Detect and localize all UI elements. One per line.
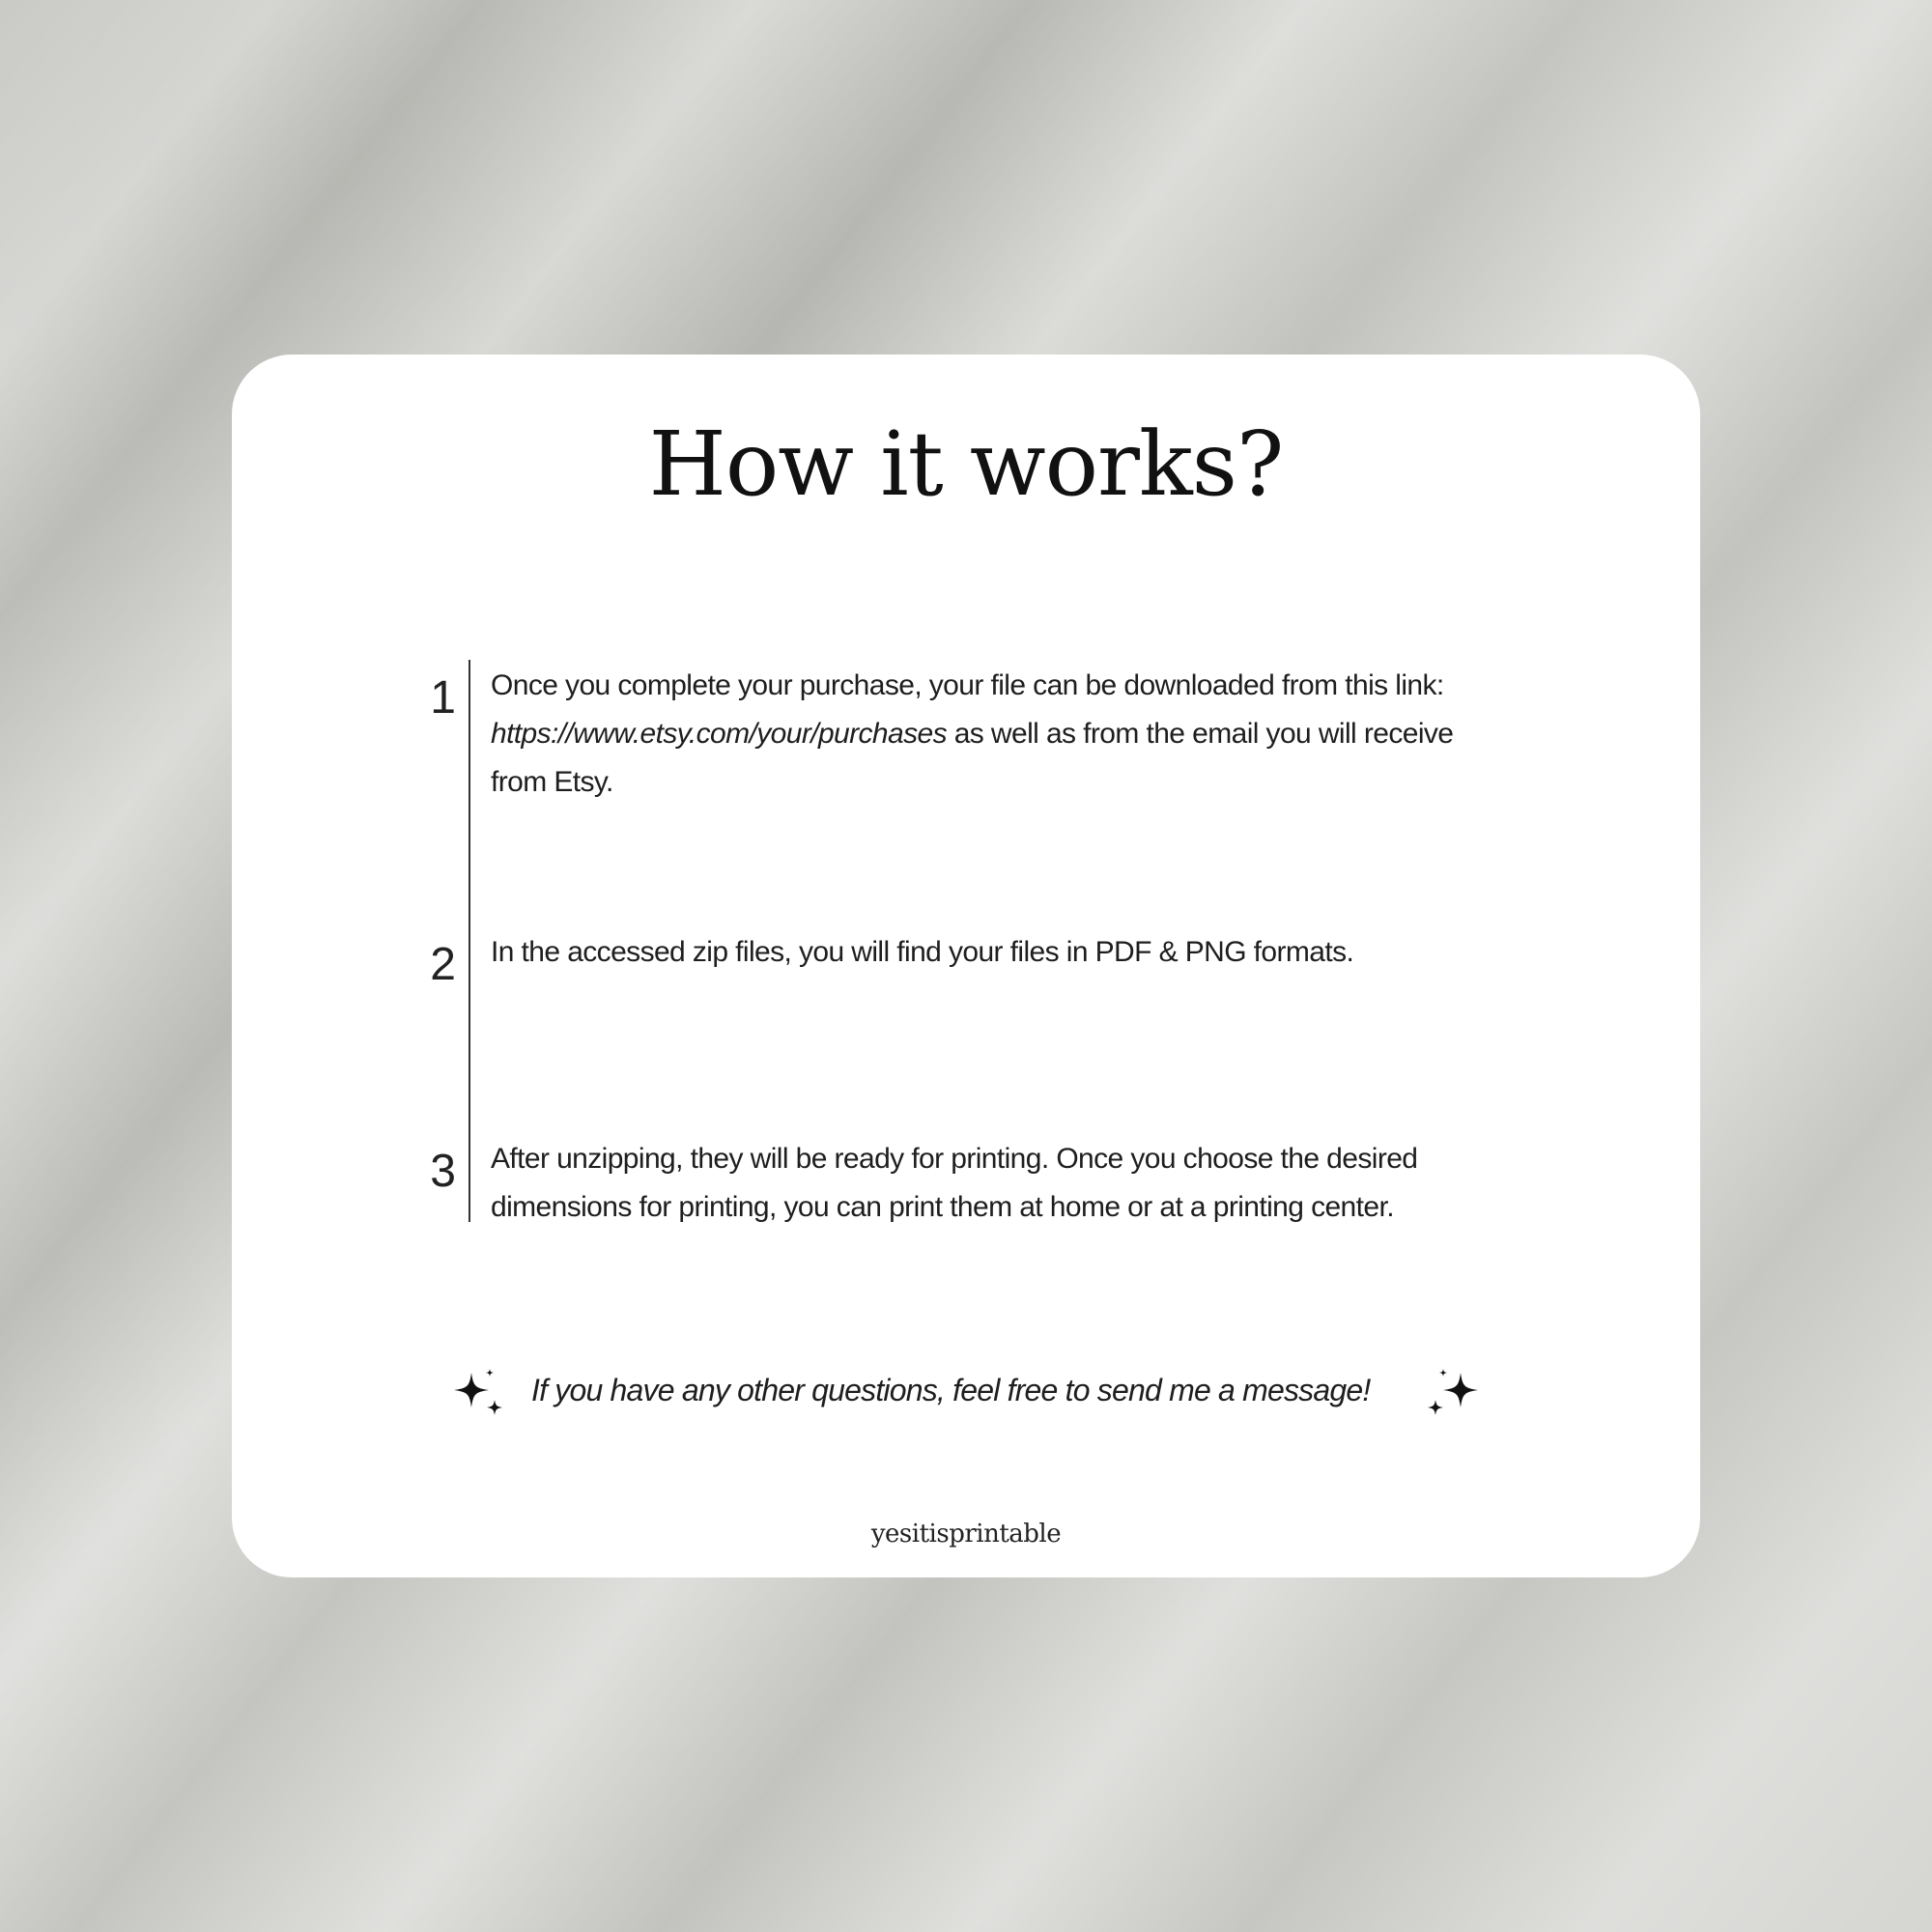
step-text: [491, 662, 1495, 807]
step-number: 2: [430, 939, 456, 990]
purchases-link[interactable]: https://www.etsy.com/your/purchases: [491, 718, 947, 750]
brand-logo: yesitisprintable: [870, 1520, 1062, 1548]
step-number: 3: [430, 1146, 456, 1197]
timeline-divider: [469, 660, 470, 1222]
step-text: After unzipping, they will be ready for printing. Once you choose the desired dimensions for printing, you can print them at home or at a printing center.: [491, 1143, 1418, 1223]
step-text-part: as well as from the email you will receive from Etsy.: [491, 718, 1454, 798]
contact-note-text: If you have any other questions, feel free to send me a message!: [531, 1373, 1371, 1407]
step-text: In the accessed zip files, you will find your files in PDF & PNG formats.: [491, 936, 1354, 968]
page-title: How it works?: [648, 412, 1284, 516]
step-text-part: Once you complete your purchase, your file can be downloaded from this link:: [491, 669, 1444, 701]
contact-note: [232, 1361, 1700, 1429]
sparkles-icon: [446, 1361, 514, 1424]
sparkles-icon: [1420, 1361, 1488, 1424]
info-card: [232, 355, 1700, 1577]
step-number: 1: [430, 672, 456, 724]
